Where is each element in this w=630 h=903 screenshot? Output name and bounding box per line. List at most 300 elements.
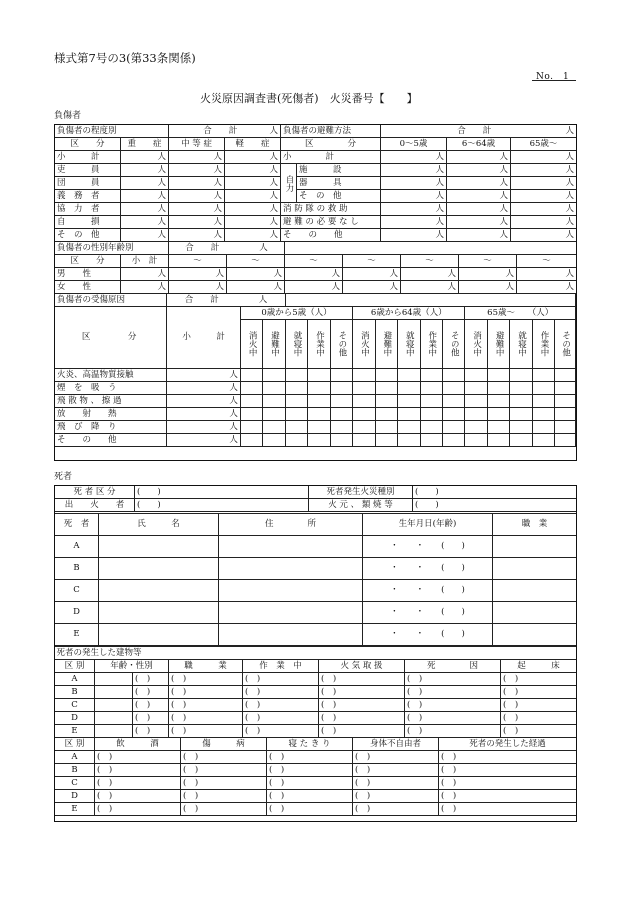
cell[interactable]: 人: [511, 229, 577, 242]
activity-label: 作業中: [308, 320, 330, 369]
cell[interactable]: 人: [511, 216, 577, 229]
row-label: そ の 他: [55, 434, 167, 447]
cell[interactable]: 人: [121, 151, 169, 164]
cell[interactable]: [532, 369, 554, 382]
cell[interactable]: [555, 395, 576, 408]
cell[interactable]: [442, 421, 464, 434]
row-id: B: [55, 764, 95, 777]
cell[interactable]: 人: [401, 268, 459, 281]
occupation-cell[interactable]: ( ): [169, 673, 243, 686]
cell[interactable]: [330, 434, 352, 447]
cell[interactable]: 人: [511, 190, 577, 203]
cell[interactable]: [285, 369, 307, 382]
bedridden-cell[interactable]: ( ): [267, 777, 353, 790]
cell[interactable]: [330, 382, 352, 395]
progress-cell[interactable]: ( ): [439, 777, 577, 790]
cell[interactable]: [442, 382, 464, 395]
cell[interactable]: [465, 408, 487, 421]
cell[interactable]: [398, 395, 420, 408]
cell[interactable]: [353, 395, 375, 408]
cell[interactable]: 人: [517, 268, 577, 281]
dob-cell[interactable]: ・ ・ ( ): [363, 624, 493, 646]
col-severe: 重 症: [121, 138, 169, 151]
cell[interactable]: [442, 395, 464, 408]
col-working: 作 業 中: [243, 660, 319, 673]
cell[interactable]: [510, 395, 532, 408]
cell[interactable]: [420, 434, 442, 447]
activity-label: 作業中: [532, 320, 554, 369]
age-cell[interactable]: [95, 686, 133, 699]
occupation-cell[interactable]: [493, 624, 577, 646]
cell[interactable]: [420, 395, 442, 408]
table-row: [55, 281, 577, 294]
cell[interactable]: [555, 408, 576, 421]
cell[interactable]: 人: [167, 434, 241, 447]
total-label: 合 計: [185, 242, 220, 253]
cell[interactable]: 人: [169, 203, 225, 216]
cell[interactable]: 人: [381, 229, 447, 242]
origin-value[interactable]: ( ): [413, 499, 577, 512]
address-cell[interactable]: [219, 536, 363, 558]
cell[interactable]: 人: [381, 164, 447, 177]
cell[interactable]: 人: [167, 369, 241, 382]
cell[interactable]: [398, 408, 420, 421]
working-cell[interactable]: ( ): [243, 686, 319, 699]
cell[interactable]: [532, 434, 554, 447]
cell[interactable]: [398, 369, 420, 382]
gender-header-row: [55, 255, 577, 268]
cell[interactable]: 人: [459, 281, 517, 294]
col-id: 区 別: [55, 660, 95, 673]
cell[interactable]: 人: [285, 268, 343, 281]
cell[interactable]: [510, 434, 532, 447]
fire-handling-cell[interactable]: ( ): [319, 673, 405, 686]
table-row: [55, 602, 577, 624]
severity-total: [169, 125, 281, 138]
cell[interactable]: 人: [225, 190, 281, 203]
table-row: [55, 369, 576, 382]
drinking-cell[interactable]: ( ): [95, 764, 181, 777]
cell[interactable]: [465, 395, 487, 408]
occupation-cell[interactable]: [493, 558, 577, 580]
cell[interactable]: [442, 408, 464, 421]
cause-cell[interactable]: ( ): [405, 686, 501, 699]
fire-handling-cell[interactable]: ( ): [319, 712, 405, 725]
row-id: E: [55, 725, 95, 738]
working-cell[interactable]: ( ): [243, 673, 319, 686]
col-label: 区 分: [55, 307, 167, 369]
row-label: 小 計: [281, 151, 381, 164]
origin-label: 火 元 、 類 焼 等: [309, 499, 413, 512]
cell[interactable]: 人: [169, 164, 225, 177]
page-title: 火災原因調査書(死傷者) 火災番号【 】: [200, 92, 418, 105]
age-cell[interactable]: [95, 673, 133, 686]
cell[interactable]: [465, 434, 487, 447]
address-cell[interactable]: [219, 624, 363, 646]
cell[interactable]: 人: [225, 229, 281, 242]
cell[interactable]: 人: [167, 395, 241, 408]
severity-title-row: [55, 125, 577, 138]
awake-cell[interactable]: ( ): [501, 673, 577, 686]
cell[interactable]: [555, 382, 576, 395]
bedridden-cell[interactable]: ( ): [267, 790, 353, 803]
cell[interactable]: 人: [225, 177, 281, 190]
cell[interactable]: 人: [447, 151, 511, 164]
age-cell[interactable]: [95, 699, 133, 712]
dob-cell[interactable]: ・ ・ ( ): [363, 580, 493, 602]
working-cell[interactable]: ( ): [243, 699, 319, 712]
cell[interactable]: [465, 369, 487, 382]
table-row: [55, 499, 577, 512]
cell[interactable]: 人: [169, 281, 227, 294]
fire-type-label: 死者発生火災種別: [309, 486, 413, 499]
row-id: A: [55, 751, 95, 764]
cell[interactable]: [510, 408, 532, 421]
cell[interactable]: [487, 434, 509, 447]
occupation-cell[interactable]: [493, 536, 577, 558]
occupation-cell[interactable]: [493, 580, 577, 602]
cell[interactable]: [285, 395, 307, 408]
cause-cell[interactable]: ( ): [405, 699, 501, 712]
document-number: No. 1: [536, 72, 570, 82]
cell[interactable]: [308, 382, 330, 395]
cell[interactable]: [330, 408, 352, 421]
cause-cell[interactable]: ( ): [405, 712, 501, 725]
cell[interactable]: [353, 408, 375, 421]
severity-total-label: 合 計: [203, 125, 238, 136]
cell[interactable]: [420, 421, 442, 434]
illness-cell[interactable]: ( ): [181, 751, 267, 764]
sex-cell[interactable]: ( ): [133, 712, 169, 725]
cell[interactable]: 人: [169, 268, 227, 281]
cell[interactable]: 人: [381, 216, 447, 229]
row-id: A: [55, 673, 95, 686]
occupation-cell[interactable]: [493, 602, 577, 624]
cell[interactable]: [465, 382, 487, 395]
cell[interactable]: [398, 382, 420, 395]
cell[interactable]: [375, 421, 397, 434]
row-label: 男 性: [55, 268, 121, 281]
address-cell[interactable]: [219, 558, 363, 580]
gender-age-total: [169, 242, 285, 255]
cell[interactable]: [532, 408, 554, 421]
cell[interactable]: [330, 369, 352, 382]
disabled-cell[interactable]: ( ): [353, 751, 439, 764]
occupation-cell[interactable]: ( ): [169, 686, 243, 699]
awake-cell[interactable]: ( ): [501, 725, 577, 738]
name-cell[interactable]: [99, 624, 219, 646]
progress-cell[interactable]: ( ): [439, 764, 577, 777]
cell[interactable]: 人: [121, 203, 169, 216]
cell[interactable]: [353, 421, 375, 434]
awake-cell[interactable]: ( ): [501, 686, 577, 699]
cell[interactable]: [263, 382, 285, 395]
cell[interactable]: [375, 408, 397, 421]
col-age-0-5: 0〜5歳: [381, 138, 447, 151]
working-cell[interactable]: ( ): [243, 712, 319, 725]
cell[interactable]: [353, 382, 375, 395]
disabled-cell[interactable]: ( ): [353, 790, 439, 803]
cell[interactable]: 人: [121, 177, 169, 190]
cell[interactable]: [510, 382, 532, 395]
table-row: [55, 777, 577, 790]
cell[interactable]: [555, 434, 576, 447]
name-cell[interactable]: [99, 580, 219, 602]
row-label: そ の 他: [297, 190, 381, 203]
gender-age-title: 負傷者の性別年齢別: [55, 242, 169, 255]
cell[interactable]: [487, 421, 509, 434]
cell[interactable]: [240, 434, 262, 447]
bedridden-cell[interactable]: ( ): [267, 764, 353, 777]
table-row: [55, 268, 577, 281]
cell[interactable]: [532, 395, 554, 408]
dob-cell[interactable]: ・ ・ ( ): [363, 558, 493, 580]
cell[interactable]: [465, 421, 487, 434]
cell[interactable]: 人: [169, 216, 225, 229]
col-drinking: 飲 酒: [95, 738, 181, 751]
cell[interactable]: [375, 395, 397, 408]
cell[interactable]: [420, 369, 442, 382]
progress-cell[interactable]: ( ): [439, 790, 577, 803]
cell[interactable]: [487, 369, 509, 382]
col-address: 住 所: [219, 514, 363, 536]
name-cell[interactable]: [99, 602, 219, 624]
cell[interactable]: [263, 421, 285, 434]
illness-cell[interactable]: ( ): [181, 790, 267, 803]
cell[interactable]: 人: [447, 203, 511, 216]
cell[interactable]: [487, 395, 509, 408]
disabled-cell[interactable]: ( ): [353, 777, 439, 790]
name-cell[interactable]: [99, 558, 219, 580]
cell[interactable]: 人: [121, 164, 169, 177]
cell[interactable]: 人: [381, 203, 447, 216]
death-class-value[interactable]: ( ): [135, 486, 309, 499]
occupation-cell[interactable]: ( ): [169, 725, 243, 738]
cell[interactable]: [442, 434, 464, 447]
row-label: そ の 他: [55, 229, 121, 242]
progress-cell[interactable]: ( ): [439, 751, 577, 764]
cell[interactable]: [420, 408, 442, 421]
age-range: 〜: [517, 255, 577, 268]
cell[interactable]: 人: [381, 151, 447, 164]
death-class-label: 死 者 区 分: [55, 486, 135, 499]
col-deceased: 死 者: [55, 514, 99, 536]
cell[interactable]: 人: [169, 190, 225, 203]
cell[interactable]: [263, 395, 285, 408]
dispatch-value[interactable]: ( ): [135, 499, 309, 512]
cell[interactable]: [263, 434, 285, 447]
dispatch-label: 出 火 者: [55, 499, 135, 512]
unit: 人: [565, 125, 575, 136]
cell[interactable]: [398, 434, 420, 447]
cause-cell[interactable]: ( ): [405, 673, 501, 686]
address-cell[interactable]: [219, 580, 363, 602]
occupation-cell[interactable]: ( ): [169, 699, 243, 712]
cell[interactable]: [263, 408, 285, 421]
awake-cell[interactable]: ( ): [501, 699, 577, 712]
occupation-cell[interactable]: ( ): [169, 712, 243, 725]
activity-label: その他: [330, 320, 352, 369]
row-label: 小 計: [55, 151, 121, 164]
cell[interactable]: [263, 369, 285, 382]
age-cell[interactable]: [95, 725, 133, 738]
table-row: [55, 673, 577, 686]
cause-cell[interactable]: ( ): [405, 725, 501, 738]
cell[interactable]: 人: [225, 216, 281, 229]
working-cell[interactable]: ( ): [243, 725, 319, 738]
bedridden-cell[interactable]: ( ): [267, 751, 353, 764]
drinking-cell[interactable]: ( ): [95, 790, 181, 803]
drinking-cell[interactable]: ( ): [95, 777, 181, 790]
cell[interactable]: 人: [511, 164, 577, 177]
activity-label: 避難中: [263, 320, 285, 369]
cell[interactable]: [375, 434, 397, 447]
cell[interactable]: [330, 421, 352, 434]
age-cell[interactable]: [95, 712, 133, 725]
cell[interactable]: 人: [285, 281, 343, 294]
fire-type-value[interactable]: ( ): [413, 486, 577, 499]
sex-cell[interactable]: ( ): [133, 686, 169, 699]
sex-cell[interactable]: ( ): [133, 699, 169, 712]
cell[interactable]: [353, 434, 375, 447]
illness-cell[interactable]: ( ): [181, 803, 267, 816]
cell[interactable]: [532, 421, 554, 434]
cell[interactable]: 人: [511, 177, 577, 190]
cell[interactable]: [285, 382, 307, 395]
disabled-cell[interactable]: ( ): [353, 803, 439, 816]
cell[interactable]: [510, 421, 532, 434]
sex-cell[interactable]: ( ): [133, 725, 169, 738]
row-id: C: [55, 777, 95, 790]
col-subtotal: 小 計: [167, 307, 241, 369]
cell[interactable]: 人: [459, 268, 517, 281]
severity-title: 負傷者の程度別: [55, 125, 169, 138]
cell[interactable]: 人: [401, 281, 459, 294]
cell[interactable]: [240, 395, 262, 408]
row-label: 放 射 熱: [55, 408, 167, 421]
table-row: [55, 164, 577, 177]
cell[interactable]: [308, 369, 330, 382]
cell[interactable]: [532, 382, 554, 395]
table-row: [55, 536, 577, 558]
table-row: [55, 725, 577, 738]
cell[interactable]: [398, 421, 420, 434]
progress-cell[interactable]: ( ): [439, 803, 577, 816]
cell[interactable]: 人: [447, 164, 511, 177]
address-cell[interactable]: [219, 602, 363, 624]
cell[interactable]: [308, 408, 330, 421]
cell[interactable]: 人: [227, 281, 285, 294]
cell[interactable]: 人: [167, 421, 241, 434]
cause-table: [54, 293, 576, 447]
cell[interactable]: 人: [121, 268, 169, 281]
age-range: 〜: [459, 255, 517, 268]
cell[interactable]: 人: [343, 281, 401, 294]
cell[interactable]: [308, 395, 330, 408]
cell[interactable]: [285, 421, 307, 434]
cause-total: [167, 294, 285, 307]
dob-cell[interactable]: ・ ・ ( ): [363, 602, 493, 624]
cell[interactable]: 人: [167, 382, 241, 395]
cell[interactable]: 人: [169, 151, 225, 164]
cell[interactable]: [240, 382, 262, 395]
person-id: A: [55, 536, 99, 558]
cell[interactable]: [240, 408, 262, 421]
disabled-cell[interactable]: ( ): [353, 764, 439, 777]
dob-cell[interactable]: ・ ・ ( ): [363, 536, 493, 558]
illness-cell[interactable]: ( ): [181, 777, 267, 790]
cell[interactable]: [510, 369, 532, 382]
cell[interactable]: [555, 369, 576, 382]
sex-cell[interactable]: ( ): [133, 673, 169, 686]
cell[interactable]: 人: [121, 190, 169, 203]
cell[interactable]: 人: [447, 177, 511, 190]
cell[interactable]: [330, 395, 352, 408]
cell[interactable]: 人: [225, 164, 281, 177]
cell[interactable]: [240, 421, 262, 434]
col-fire-handling: 火 気 取 扱: [319, 660, 405, 673]
cell[interactable]: 人: [517, 281, 577, 294]
cell[interactable]: 人: [225, 203, 281, 216]
cell[interactable]: [487, 382, 509, 395]
drinking-cell[interactable]: ( ): [95, 751, 181, 764]
illness-cell[interactable]: ( ): [181, 764, 267, 777]
cell[interactable]: [308, 434, 330, 447]
bedridden-cell[interactable]: ( ): [267, 803, 353, 816]
cell[interactable]: 人: [447, 190, 511, 203]
name-cell[interactable]: [99, 536, 219, 558]
table-row: [55, 751, 577, 764]
drinking-cell[interactable]: ( ): [95, 803, 181, 816]
awake-cell[interactable]: ( ): [501, 712, 577, 725]
cell[interactable]: 人: [447, 216, 511, 229]
cell[interactable]: [375, 382, 397, 395]
cell[interactable]: 人: [381, 190, 447, 203]
cell[interactable]: 人: [121, 229, 169, 242]
cell[interactable]: 人: [343, 268, 401, 281]
cell[interactable]: [487, 408, 509, 421]
cell[interactable]: 人: [121, 216, 169, 229]
cell[interactable]: 人: [511, 151, 577, 164]
cell[interactable]: [420, 382, 442, 395]
age-group: 65歳〜 （人）: [465, 307, 576, 320]
person-id: E: [55, 624, 99, 646]
fire-handling-cell[interactable]: ( ): [319, 686, 405, 699]
cell[interactable]: [285, 408, 307, 421]
cell[interactable]: 人: [227, 268, 285, 281]
cell[interactable]: [442, 369, 464, 382]
cell[interactable]: 人: [121, 281, 169, 294]
cell[interactable]: [375, 369, 397, 382]
col-label: 区 分: [55, 255, 121, 268]
fire-handling-cell[interactable]: ( ): [319, 725, 405, 738]
cell[interactable]: 人: [169, 229, 225, 242]
cell[interactable]: [353, 369, 375, 382]
cell[interactable]: 人: [167, 408, 241, 421]
cell[interactable]: [285, 434, 307, 447]
fire-handling-cell[interactable]: ( ): [319, 699, 405, 712]
cell[interactable]: 人: [225, 151, 281, 164]
cell[interactable]: 人: [381, 177, 447, 190]
col-progress: 死者の発生した経過: [439, 738, 577, 751]
cell[interactable]: 人: [447, 229, 511, 242]
cell[interactable]: 人: [169, 177, 225, 190]
death-section-label: 死者: [54, 472, 73, 482]
cell[interactable]: [555, 421, 576, 434]
cell[interactable]: [308, 421, 330, 434]
cell[interactable]: 人: [511, 203, 577, 216]
cell[interactable]: [240, 369, 262, 382]
